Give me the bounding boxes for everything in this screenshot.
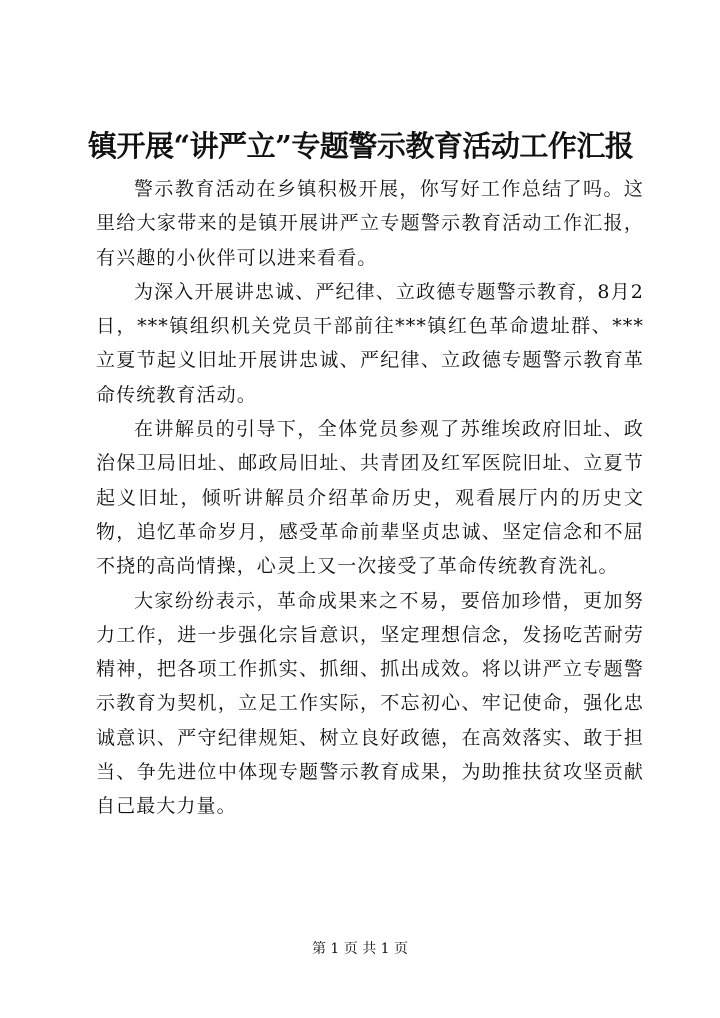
paragraph-visit: 在讲解员的引导下，全体党员参观了苏维埃政府旧址、政治保卫局旧址、邮政局旧址、共青团及红军医院旧址、立夏节起义旧址，倾听讲解员介绍革命历史，观看展厅内的历史文物，追忆革命岁月，感受革命前辈坚贞忠诚、坚定信念和不屈不挠的高尚情操，心灵上又一次接受了革命传统教育洗礼。 xyxy=(96,418,644,578)
document-body xyxy=(96,172,644,824)
paragraph-activity: 为深入开展讲忠诚、严纪律、立政德专题警示教育，8月2日，***镇组织机关党员干部前往***镇红色革命遗址群、***立夏节起义旧址开展讲忠诚、严纪律、立政德专题警示教育革命传统教育活动。 xyxy=(96,280,644,406)
page-footer: 第 1 页 共 1 页 xyxy=(311,941,409,957)
paragraph-intro: 警示教育活动在乡镇积极开展，你写好工作总结了吗。这里给大家带来的是镇开展讲严立专题警示教育活动工作汇报，有兴趣的小伙伴可以进来看看。 xyxy=(96,178,644,269)
paragraph-conclusion: 大家纷纷表示，革命成果来之不易，要倍加珍惜，更加努力工作，进一步强化宗旨意识，坚定理想信念，发扬吃苦耐劳精神，把各项工作抓实、抓细、抓出成效。将以讲严立专题警示教育为契机，立足工作实际，不忘初心、牢记使命，强化忠诚意识、严守纪律规矩、树立良好政德，在高效落实、敢于担当、争先进位中体现专题警示教育成果，为助推扶贫攻坚贡献自己最大力量。 xyxy=(96,589,644,818)
document-title: 镇开展“讲严立”专题警示教育活动工作汇报 xyxy=(88,129,634,163)
